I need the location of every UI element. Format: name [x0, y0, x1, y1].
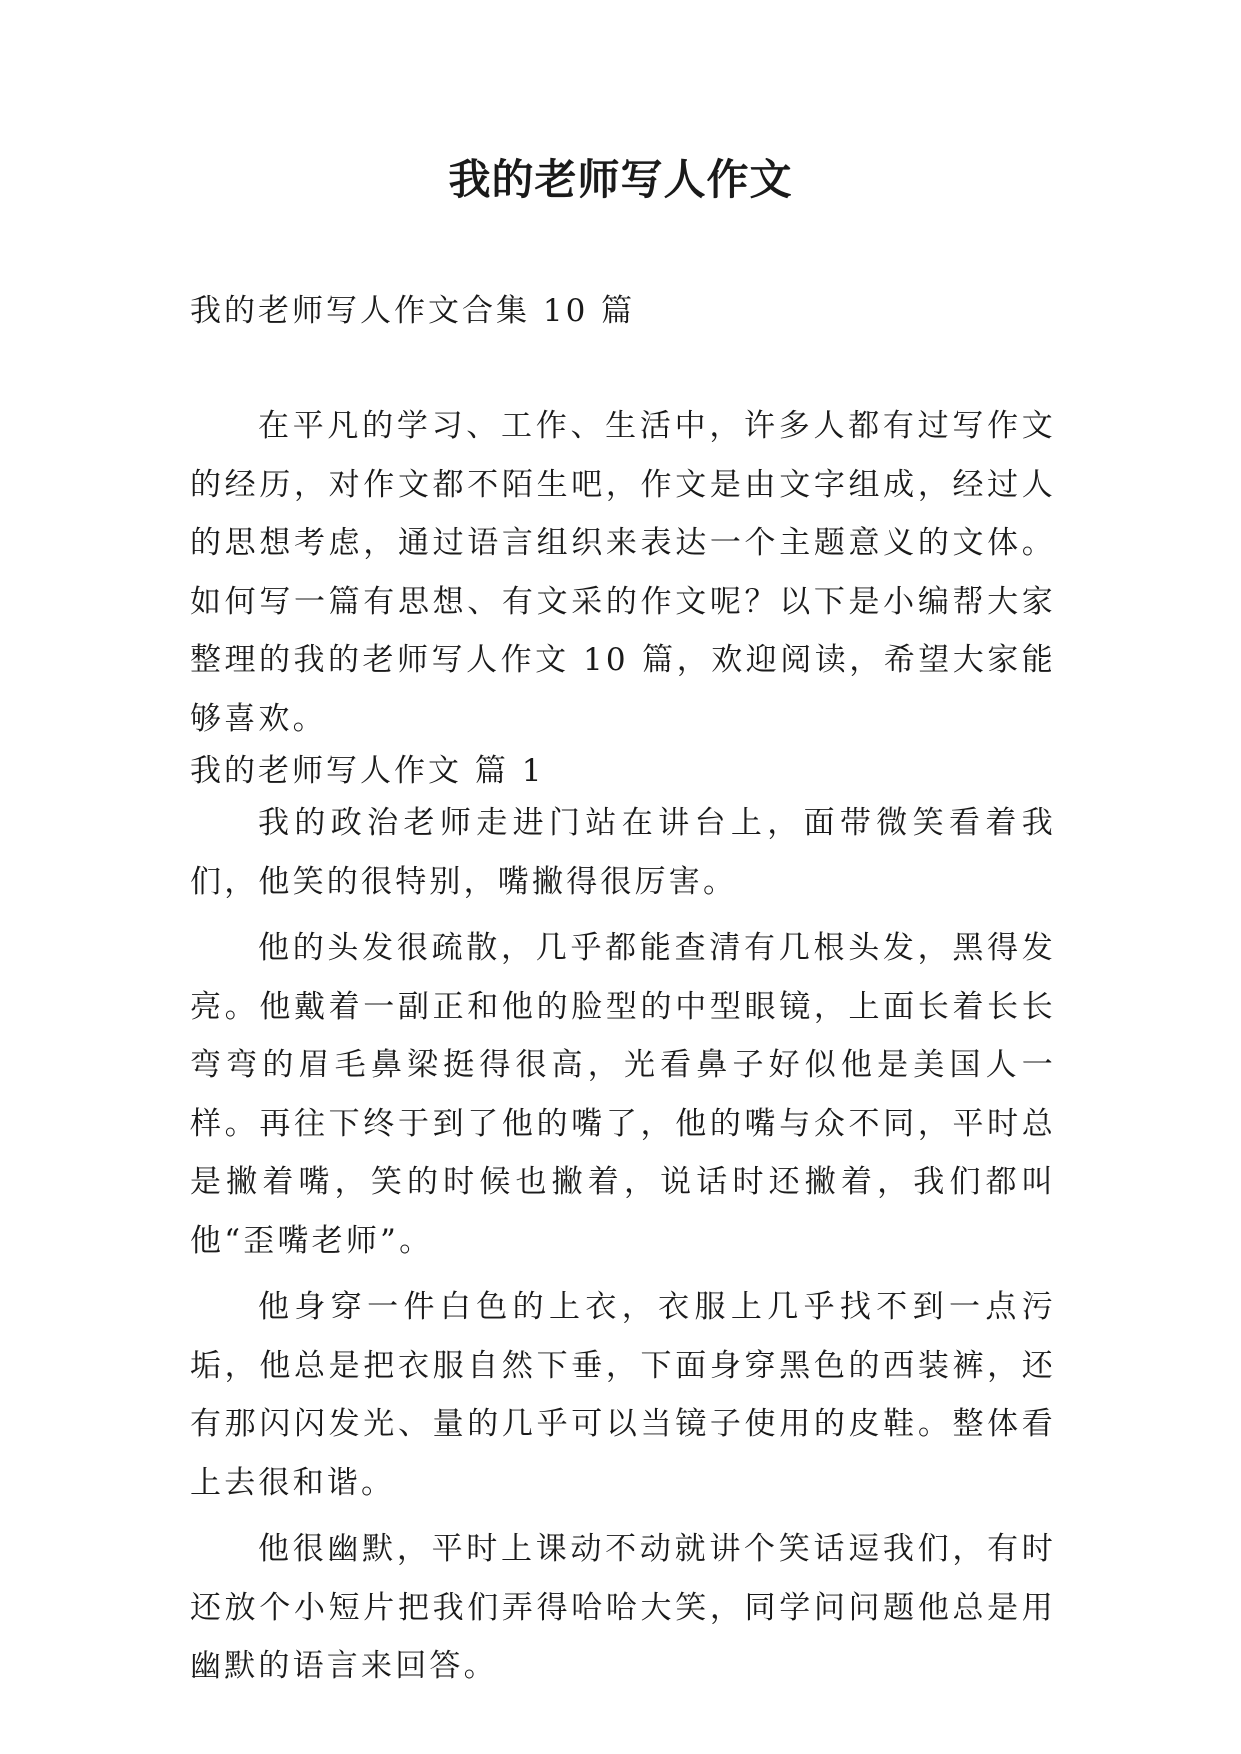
document-subtitle: 我的老师写人作文合集 10 篇 — [190, 293, 636, 329]
document-title: 我的老师写人作文 — [448, 155, 793, 204]
body-paragraph: 他身穿一件白色的上衣，衣服上几乎找不到一点污垢，他总是把衣服自然下垂，下面身穿黑色的西装裤，还有那闪闪发光、量的几乎可以当镜子使用的皮鞋。整体看上去很和谐。 — [190, 1289, 1056, 1501]
body-paragraph: 他的头发很疏散，几乎都能查清有几根头发，黑得发亮。他戴着一副正和他的脸型的中型眼镜，上面长着长长弯弯的眉毛鼻梁挺得很高，光看鼻子好似他是美国人一样。再往下终于到了他的嘴了，他的嘴与众不同，平时总是撇着嘴，笑的时候也撇着，说话时还撇着，我们都叫他“歪嘴老师”。 — [190, 930, 1056, 1259]
document-body — [190, 397, 1056, 1696]
intro-paragraph: 在平凡的学习、工作、生活中，许多人都有过写作文的经历，对作文都不陌生吧，作文是由文字组成，经过人的思想考虑，通过语言组织来表达一个主题意义的文体。如何写一篇有思想、有文采的作文呢？以下是小编帮大家整理的我的老师写人作文 10 篇，欢迎阅读，希望大家能够喜欢。 — [190, 408, 1056, 737]
body-paragraph: 我的政治老师走进门站在讲台上，面带微笑看着我们，他笑的很特别，嘴撇得很厉害。 — [190, 805, 1056, 900]
section-heading: 我的老师写人作文 篇 1 — [190, 753, 545, 789]
body-paragraph: 他很幽默，平时上课动不动就讲个笑话逗我们，有时还放个小短片把我们弄得哈哈大笑，同学问问题他总是用幽默的语言来回答。 — [190, 1531, 1056, 1684]
